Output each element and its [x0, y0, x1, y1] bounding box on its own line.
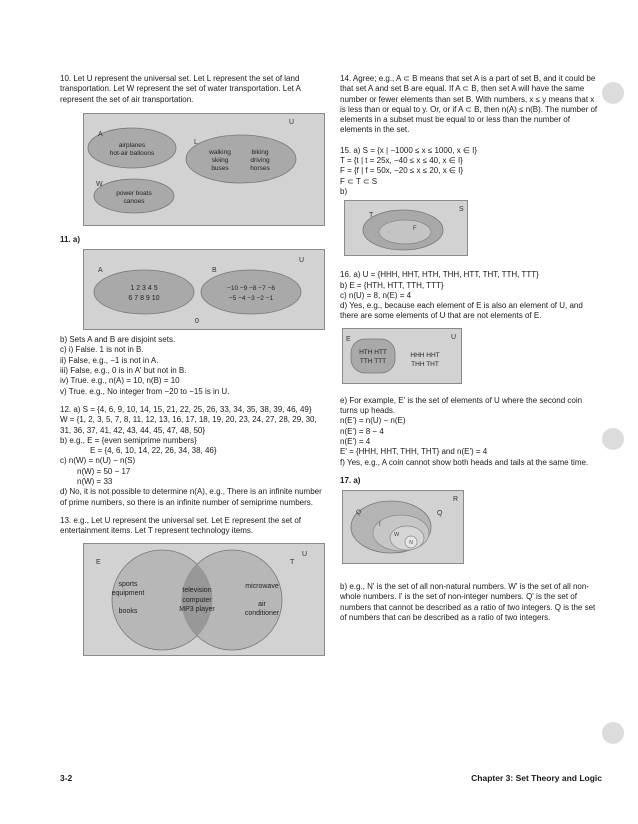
- q15-answers: [340, 146, 602, 197]
- q16-e-5: E' = {HHH, HHT, THH, THT} and n(E') = 4: [340, 447, 488, 457]
- q16-b: b) E = {HTH, HTT, TTH, TTT}: [340, 280, 444, 290]
- q10-set-l-label: L: [194, 138, 198, 146]
- q17-venn-diagram: [342, 490, 464, 564]
- q10-venn-diagram: [83, 113, 325, 226]
- q15-set-f-label: F: [413, 226, 417, 233]
- q11-b-row-2: −5 −4 −3 −2 −1: [228, 295, 274, 303]
- q13-text: 13. e.g., Let U represent the universal set. Let E represent the set of entertainment items. Let T represent technology items.: [60, 515, 302, 536]
- q11-a-row-1: 1 2 3 4 5: [130, 285, 158, 293]
- q11-venn-diagram: [83, 249, 325, 330]
- q13-both-item-3: MP3 player: [179, 605, 215, 613]
- q17-label: 17. a): [340, 475, 361, 485]
- q17-b: b) e.g., N' is the set of all non-natural numbers. W' is the set of all non-whole numbers. I' is the set of non-integer numbers. Q' is the set of numbers that cannot be described as a ratio of two integers. Q is the set of numbers that can be described as a ratio of two integers.: [340, 582, 596, 623]
- q11-universe-label: U: [299, 257, 305, 265]
- q15-set-s-label: S: [459, 206, 464, 214]
- q16-e-answers: [340, 396, 602, 468]
- q17-set-w-label: W: [394, 532, 400, 539]
- q16-out-row-1: HHH HHT: [410, 351, 440, 359]
- q12-w: W = {1, 2, 3, 5, 7, 8, 11, 12, 13, 16, 17, 18, 19, 20, 23, 24, 27, 28, 29, 30, 31, 36, 37, 41, 42, 43, 44, 45, 47, 48, 50}: [60, 415, 317, 435]
- q16-e-row-1: HTH HTT: [359, 348, 387, 356]
- punch-hole-bottom: [602, 722, 624, 744]
- q16-set-e-label: E: [346, 335, 351, 343]
- q10-universe-label: U: [289, 118, 295, 126]
- q14-text: 14. Agree; e.g., A ⊂ B means that set A is a part of set B, and it could be that set A and set B are equal. If A ⊂ B, then set A will have the same number or fewer elements than set B. With numbers, x ≤ y means that x is less than or equal to y. Or, or if A ⊂ B, then n(A) ≤ n(B). The number of elements in a subset must be equal to or less than the number of elements in the set.: [340, 74, 598, 135]
- q13-set-e-label: E: [96, 558, 101, 566]
- q10-l-item-horses: horses: [250, 164, 270, 172]
- punch-hole-top: [602, 82, 624, 104]
- q13-e-item-books: books: [118, 607, 138, 615]
- q15-line-b: b): [340, 186, 348, 196]
- q10-text: 10. Let U represent the universal set. Let L represent the set of land transportation. Let W represent the set of water transportation. Let A represent the set of air transportation.: [60, 74, 301, 104]
- q10-w-item-1: power boats: [116, 189, 152, 197]
- right-column: [340, 74, 602, 631]
- q11-line-ci: c) i) False. 1 is not in B.: [60, 345, 144, 355]
- q11-answers: [60, 335, 328, 397]
- q16-c: c) n(U) = 8, n(E) = 4: [340, 290, 412, 300]
- q13-set-t-label: T: [290, 558, 295, 566]
- q16-e-4: n(E') = 4: [340, 436, 371, 446]
- q11-line-b: b) Sets A and B are disjoint sets.: [60, 335, 176, 345]
- q16-answers: [340, 270, 602, 321]
- q13-both-item-1: television: [182, 586, 212, 594]
- q13-t-item-2a: air: [258, 600, 266, 608]
- q17-set-n-label: N: [409, 540, 413, 547]
- q16-e-3: n(E') = 8 − 4: [340, 426, 384, 436]
- q16-f: f) Yes, e.g., A coin cannot show both heads and tails at the same time.: [340, 457, 589, 467]
- q11-line-iv: iv) True. e.g., n(A) = 10, n(B) = 10: [60, 376, 180, 386]
- q12-answers: [60, 405, 328, 508]
- q13-t-item-2b: conditioner: [244, 609, 280, 617]
- q11-zero-label: 0: [195, 318, 199, 326]
- q15-line-subset: F ⊂ T ⊂ S: [340, 176, 378, 186]
- q11-label: 11. a): [60, 234, 81, 244]
- q11-line-iii: iii) False, e.g., 0 is in A' but not in B.: [60, 366, 187, 376]
- q10-set-a-label: A: [98, 130, 103, 138]
- q13-both-item-2: computer: [182, 596, 212, 604]
- q17-set-q-label: Q: [356, 509, 362, 517]
- q15-line-t: T = {t | t = 25x, −40 ≤ x ≤ 40, x ∈ I}: [340, 156, 463, 166]
- q10-l-item-biking: biking: [251, 148, 269, 156]
- q12-c3: n(W) = 33: [77, 477, 113, 487]
- q12-d: d) No, it is not possible to determine n(A), e.g., There is an infinite number of prime numbers, so there is an infinite number of semiprime numbers.: [60, 487, 322, 507]
- q15-line-a: 15. a) S = {x | −1000 ≤ x ≤ 1000, x ∈ I}: [340, 145, 478, 155]
- chapter-title: Chapter 3: Set Theory and Logic: [471, 773, 602, 783]
- q13-e-item-2: equipment: [111, 589, 145, 597]
- q11-set-a-label: A: [98, 267, 103, 275]
- q12-c2: n(W) = 50 − 17: [77, 466, 131, 476]
- q12-a: 12. a) S = {4, 6, 9, 10, 14, 15, 21, 22, 25, 26, 33, 34, 35, 38, 39, 46, 49}: [60, 404, 312, 414]
- q10-set-w-label: W: [96, 180, 103, 188]
- q10-a-item-1: airplanes: [118, 141, 146, 149]
- q13-universe-label: U: [302, 550, 308, 558]
- q15-line-f: F = {f | f = 50x, −20 ≤ x ≤ 20, x ∈ I}: [340, 166, 463, 176]
- q16-a: 16. a) U = {HHH, HHT, HTH, THH, HTT, THT, TTH, TTT}: [340, 270, 539, 280]
- q10-l-item-skiing: skiing: [211, 156, 229, 164]
- q16-venn-diagram: [342, 328, 462, 384]
- q16-universe-label: U: [451, 333, 457, 341]
- q17-set-q-prime-label: Q: [437, 510, 443, 518]
- q10-l-item-walking: walking: [209, 148, 231, 156]
- q16-e-row-2: TTH TTT: [359, 357, 387, 365]
- q13-t-item-1: microwave: [245, 582, 279, 590]
- q17-set-r-label: R: [453, 496, 459, 504]
- q15-venn-diagram: [344, 200, 468, 256]
- q12-c1: c) n(W) = n(U) − n(S): [60, 456, 136, 466]
- q10-l-item-driving: driving: [250, 156, 270, 164]
- q11-a-row-2: 6 7 8 9 10: [128, 295, 160, 303]
- q11-b-row-1: −10 −9 −8 −7 −6: [227, 285, 275, 293]
- q11-line-ii: ii) False, e.g., −1 is not in A.: [60, 355, 159, 365]
- q12-b1: b) e.g., E = {even semiprime numbers}: [60, 435, 197, 445]
- q15-set-t-label: T: [369, 212, 374, 220]
- punch-hole-middle: [602, 428, 624, 450]
- q13-venn-diagram: [83, 543, 325, 656]
- q11-line-v: v) True. e.g., No integer from −20 to −15 is in U.: [60, 386, 230, 396]
- page-number: 3-2: [60, 773, 73, 783]
- q10-w-item-2: canoes: [123, 197, 145, 205]
- q12-b2: E = {4, 6, 10, 14, 22, 26, 34, 38, 46}: [90, 446, 217, 456]
- q10-l-item-buses: buses: [211, 164, 229, 172]
- left-column: [60, 74, 328, 656]
- q16-e-2: n(E') = n(U) − n(E): [340, 416, 406, 426]
- q13-e-item-1: sports: [118, 580, 138, 588]
- q10-a-item-2: hot-air balloons: [109, 149, 155, 157]
- q16-d: d) Yes, e.g., because each element of E is also an element of U, and there are some elements of U that are not elements of E.: [340, 301, 583, 321]
- q16-e-1: e) For example, E' is the set of elements of U where the second coin turns up heads.: [340, 395, 583, 416]
- q17-set-i-label: I: [379, 522, 381, 529]
- q11-set-b-label: B: [212, 267, 217, 275]
- q16-out-row-2: THH THT: [411, 360, 439, 368]
